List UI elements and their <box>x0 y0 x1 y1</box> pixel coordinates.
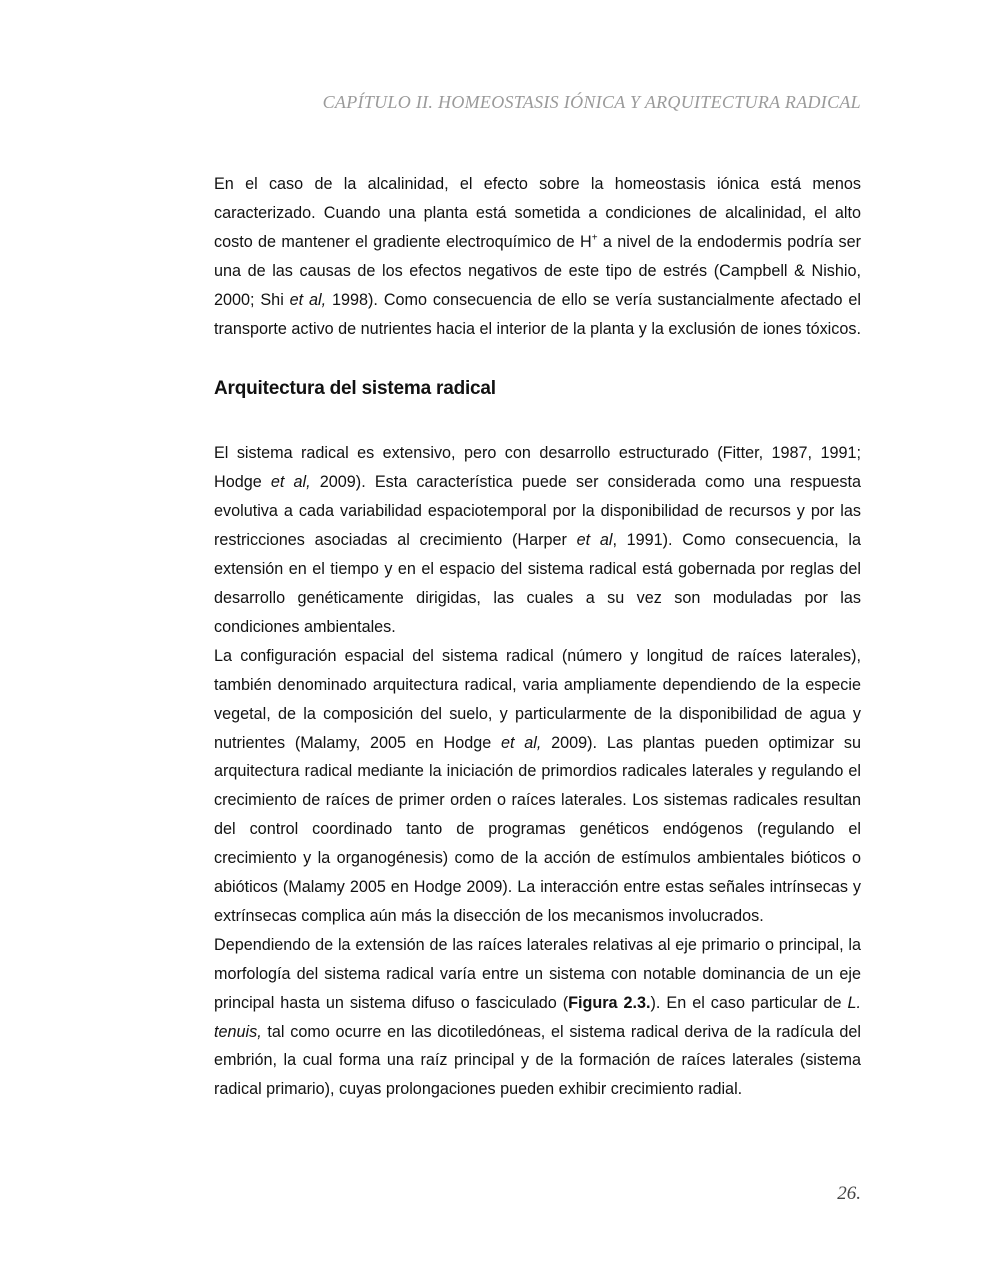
section-heading: Arquitectura del sistema radical <box>214 378 496 400</box>
chapter-header: CAPÍTULO II. HOMEOSTASIS IÓNICA Y ARQUITECTURA RADICAL <box>322 92 861 112</box>
figure-reference: Figura 2.3. <box>568 993 651 1012</box>
page-number: 26. <box>837 1183 861 1204</box>
paragraph-lateral-roots: Dependiendo de la extensión de las raíces laterales relativas al eje primario o principal, la morfología del sistema radical varía entre un sistema con notable dominancia de un eje principal hasta un sistema difuso o fasciculado (Figura 2.3.). En el caso particular de L. tenuis, tal como ocurre en las dicotiledóneas, el sistema radical deriva de la radícula del embrión, la cual forma una raíz principal y de la formación de raíces laterales (sistema radical primario), cuyas prolongaciones pueden exhibir crecimiento radial. <box>214 935 862 1099</box>
page-content <box>214 170 861 1104</box>
paragraph-alkalinity: En el caso de la alcalinidad, el efecto sobre la homeostasis iónica está menos caracterizado. Cuando una planta está sometida a condiciones de alcalinidad, el alto costo de mantener el gradiente electroquímico de H+ a nivel de la endodermis podría ser una de las causas de los efectos negativos de este tipo de estrés (Campbell & Nishio, 2000; Shi et al, 1998). Como consecuencia de ello se vería sustancialmente afectado el transporte activo de nutrientes hacia el interior de la planta y la exclusión de iones tóxicos. <box>214 175 861 338</box>
species-name: L. tenuis, <box>214 993 862 1041</box>
superscript-plus: + <box>591 232 598 244</box>
paragraph-spatial-configuration: La configuración espacial del sistema radical (número y longitud de raíces laterales), también denominado arquitectura radical, varia ampliamente dependiendo de la especie vegetal, de la composición del suelo, y particularmente de la disponibilidad de agua y nutrientes (Malamy, 2005 en Hodge et al, 2009). Las plantas pueden optimizar su arquitectura radical mediante la iniciación de primordios radicales laterales y regulando el crecimiento de raíces de primer orden o raíces laterales. Los sistemas radicales resultan del control coordinado tanto de programas genéticos endógenos (regulando el crecimiento y la organogénesis) como de la acción de estímulos ambientales bióticos o abióticos (Malamy 2005 en Hodge 2009). La interacción entre estas señales intrínsecas y extrínsecas complica aún más la disección de los mecanismos involucrados. <box>214 646 861 925</box>
paragraph-root-system: El sistema radical es extensivo, pero con desarrollo estructurado (Fitter, 1987, 1991; Hodge et al, 2009). Esta característica puede ser considerada como una respuesta evolutiva a cada variabilidad espaciotemporal por la disponibilidad de recursos y por las restricciones asociadas al crecimiento (Harper et al, 1991). Como consecuencia, la extensión en el tiempo y en el espacio del sistema radical está gobernada por reglas del desarrollo genéticamente dirigidas, las cuales a su vez son moduladas por las condiciones ambientales. <box>214 444 861 636</box>
